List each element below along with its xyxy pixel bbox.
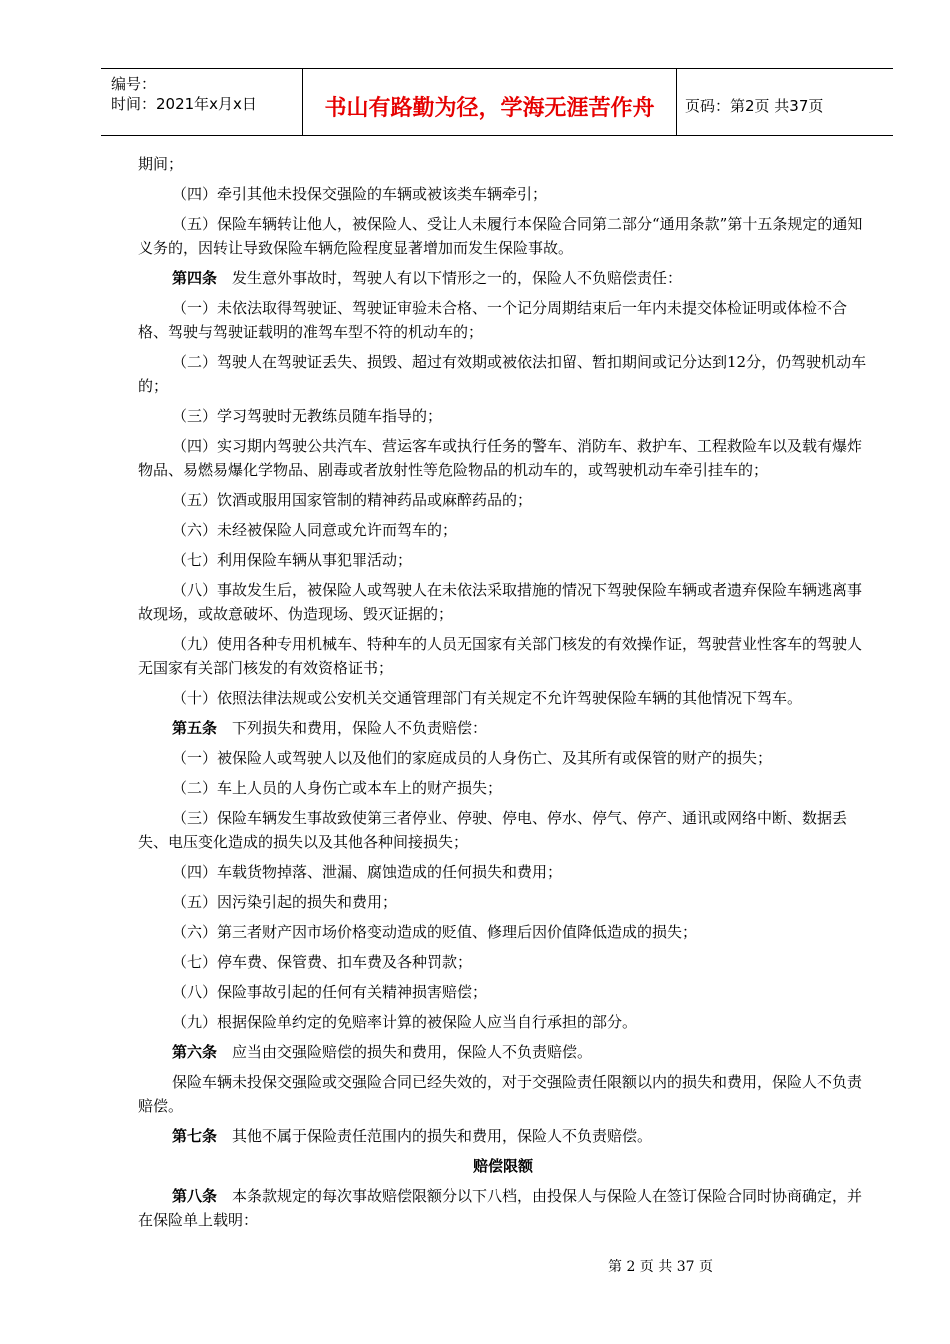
list-item: （八）事故发生后，被保险人或驾驶人在未依法采取措施的情况下驾驶保险车辆或者遗弃保险车辆逃离事故现场，或故意破坏、伪造现场、毁灭证据的； [138, 581, 863, 623]
article-6-title: 第六条 [172, 1043, 218, 1061]
list-item: （五）饮酒或服用国家管制的精神药品或麻醉药品的； [172, 491, 533, 509]
list-item: （三）保险车辆发生事故致使第三者停业、停驶、停电、停水、停气、停产、通讯或网络中断、数据丢失、电压变化造成的损失以及其他各种间接损失； [138, 809, 848, 851]
article-6 [138, 1040, 868, 1064]
list-item: （一）未依法取得驾驶证、驾驶证审验未合格、一个记分周期结束后一年内未提交体检证明或体检不合格、驾驶与驾驶证载明的准驾车型不符的机动车的； [138, 299, 848, 341]
article-7 [138, 1124, 868, 1148]
list-item: （九）使用各种专用机械车、特种车的人员无国家有关部门核发的有效操作证，驾驶营业性客车的驾驶人无国家有关部门核发的有效资格证书； [138, 635, 863, 677]
paragraph: （四）牵引其他未投保交强险的车辆或被该类车辆牵引； [172, 185, 548, 203]
page-header [101, 68, 893, 136]
paragraph: 期间； [138, 155, 184, 173]
article-7-text: 其他不属于保险责任范围内的损失和费用，保险人不负责赔偿。 [217, 1127, 653, 1145]
page-footer: 第 2 页 共 37 页 [608, 1259, 713, 1275]
list-item: （七）利用保险车辆从事犯罪活动； [172, 551, 413, 569]
article-8-title: 第八条 [172, 1187, 218, 1205]
list-item: （八）保险事故引起的任何有关精神损害赔偿； [172, 983, 488, 1001]
document-number: 编号： [111, 75, 157, 93]
list-item: （二）驾驶人在驾驶证丢失、损毁、超过有效期或被依法扣留、暂扣期间或记分达到12分，仍驾驶机动车的； [138, 353, 867, 395]
article-4 [138, 266, 868, 290]
article-4-text: 发生意外事故时，驾驶人有以下情形之一的，保险人不负赔偿责任： [217, 269, 683, 287]
paragraph: 保险车辆未投保交强险或交强险合同已经失效的，对于交强险责任限额以内的损失和费用，保险人不负责赔偿。 [138, 1073, 863, 1115]
list-item: （十）依照法律法规或公安机关交通管理部门有关规定不允许驾驶保险车辆的其他情况下驾车。 [172, 689, 803, 707]
list-item: （四）实习期内驾驶公共汽车、营运客车或执行任务的警车、消防车、救护车、工程救险车以及载有爆炸物品、易燃易爆化学物品、剧毒或者放射性等危险物品的机动车的，或驾驶机动车牵引挂车的； [138, 437, 863, 479]
list-item: （五）因污染引起的损失和费用； [172, 893, 398, 911]
header-page-number: 页码：第2页 共37页 [685, 97, 824, 115]
list-item: （九）根据保险单约定的免赔率计算的被保险人应当自行承担的部分。 [172, 1013, 638, 1031]
list-item: （二）车上人员的人身伤亡或本车上的财产损失； [172, 779, 503, 797]
article-5 [138, 716, 868, 740]
list-item: （四）车载货物掉落、泄漏、腐蚀造成的任何损失和费用； [172, 863, 563, 881]
list-item: （三）学习驾驶时无教练员随车指导的； [172, 407, 443, 425]
article-8-text: 本条款规定的每次事故赔偿限额分以下八档，由投保人与保险人在签订保险合同时协商确定，并在保险单上载明： [138, 1187, 863, 1229]
list-item: （一）被保险人或驾驶人以及他们的家庭成员的人身伤亡、及其所有或保管的财产的损失； [172, 749, 773, 767]
article-5-title: 第五条 [172, 719, 218, 737]
header-info-cell [101, 69, 303, 135]
section-heading: 赔偿限额 [472, 1157, 533, 1175]
article-7-title: 第七条 [172, 1127, 218, 1145]
article-8 [138, 1184, 868, 1232]
document-body [138, 152, 868, 1238]
paragraph: （五）保险车辆转让他人，被保险人、受让人未履行本保险合同第二部分“通用条款”第十五条规定的通知义务的，因转让导致保险车辆危险程度显著增加而发生保险事故。 [138, 215, 863, 257]
article-4-title: 第四条 [172, 269, 218, 287]
header-motto: 书山有路勤为径，学海无涯苦作舟 [324, 96, 655, 121]
header-page-cell [677, 69, 893, 135]
article-5-text: 下列损失和费用，保险人不负责赔偿： [217, 719, 488, 737]
list-item: （六）第三者财产因市场价格变动造成的贬值、修理后因价值降低造成的损失； [172, 923, 698, 941]
list-item: （七）停车费、保管费、扣车费及各种罚款； [172, 953, 473, 971]
document-date: 时间：2021年x月x日 [111, 95, 257, 113]
list-item: （六）未经被保险人同意或允许而驾车的； [172, 521, 458, 539]
header-motto-cell [303, 69, 677, 135]
article-6-text: 应当由交强险赔偿的损失和费用，保险人不负责赔偿。 [217, 1043, 593, 1061]
